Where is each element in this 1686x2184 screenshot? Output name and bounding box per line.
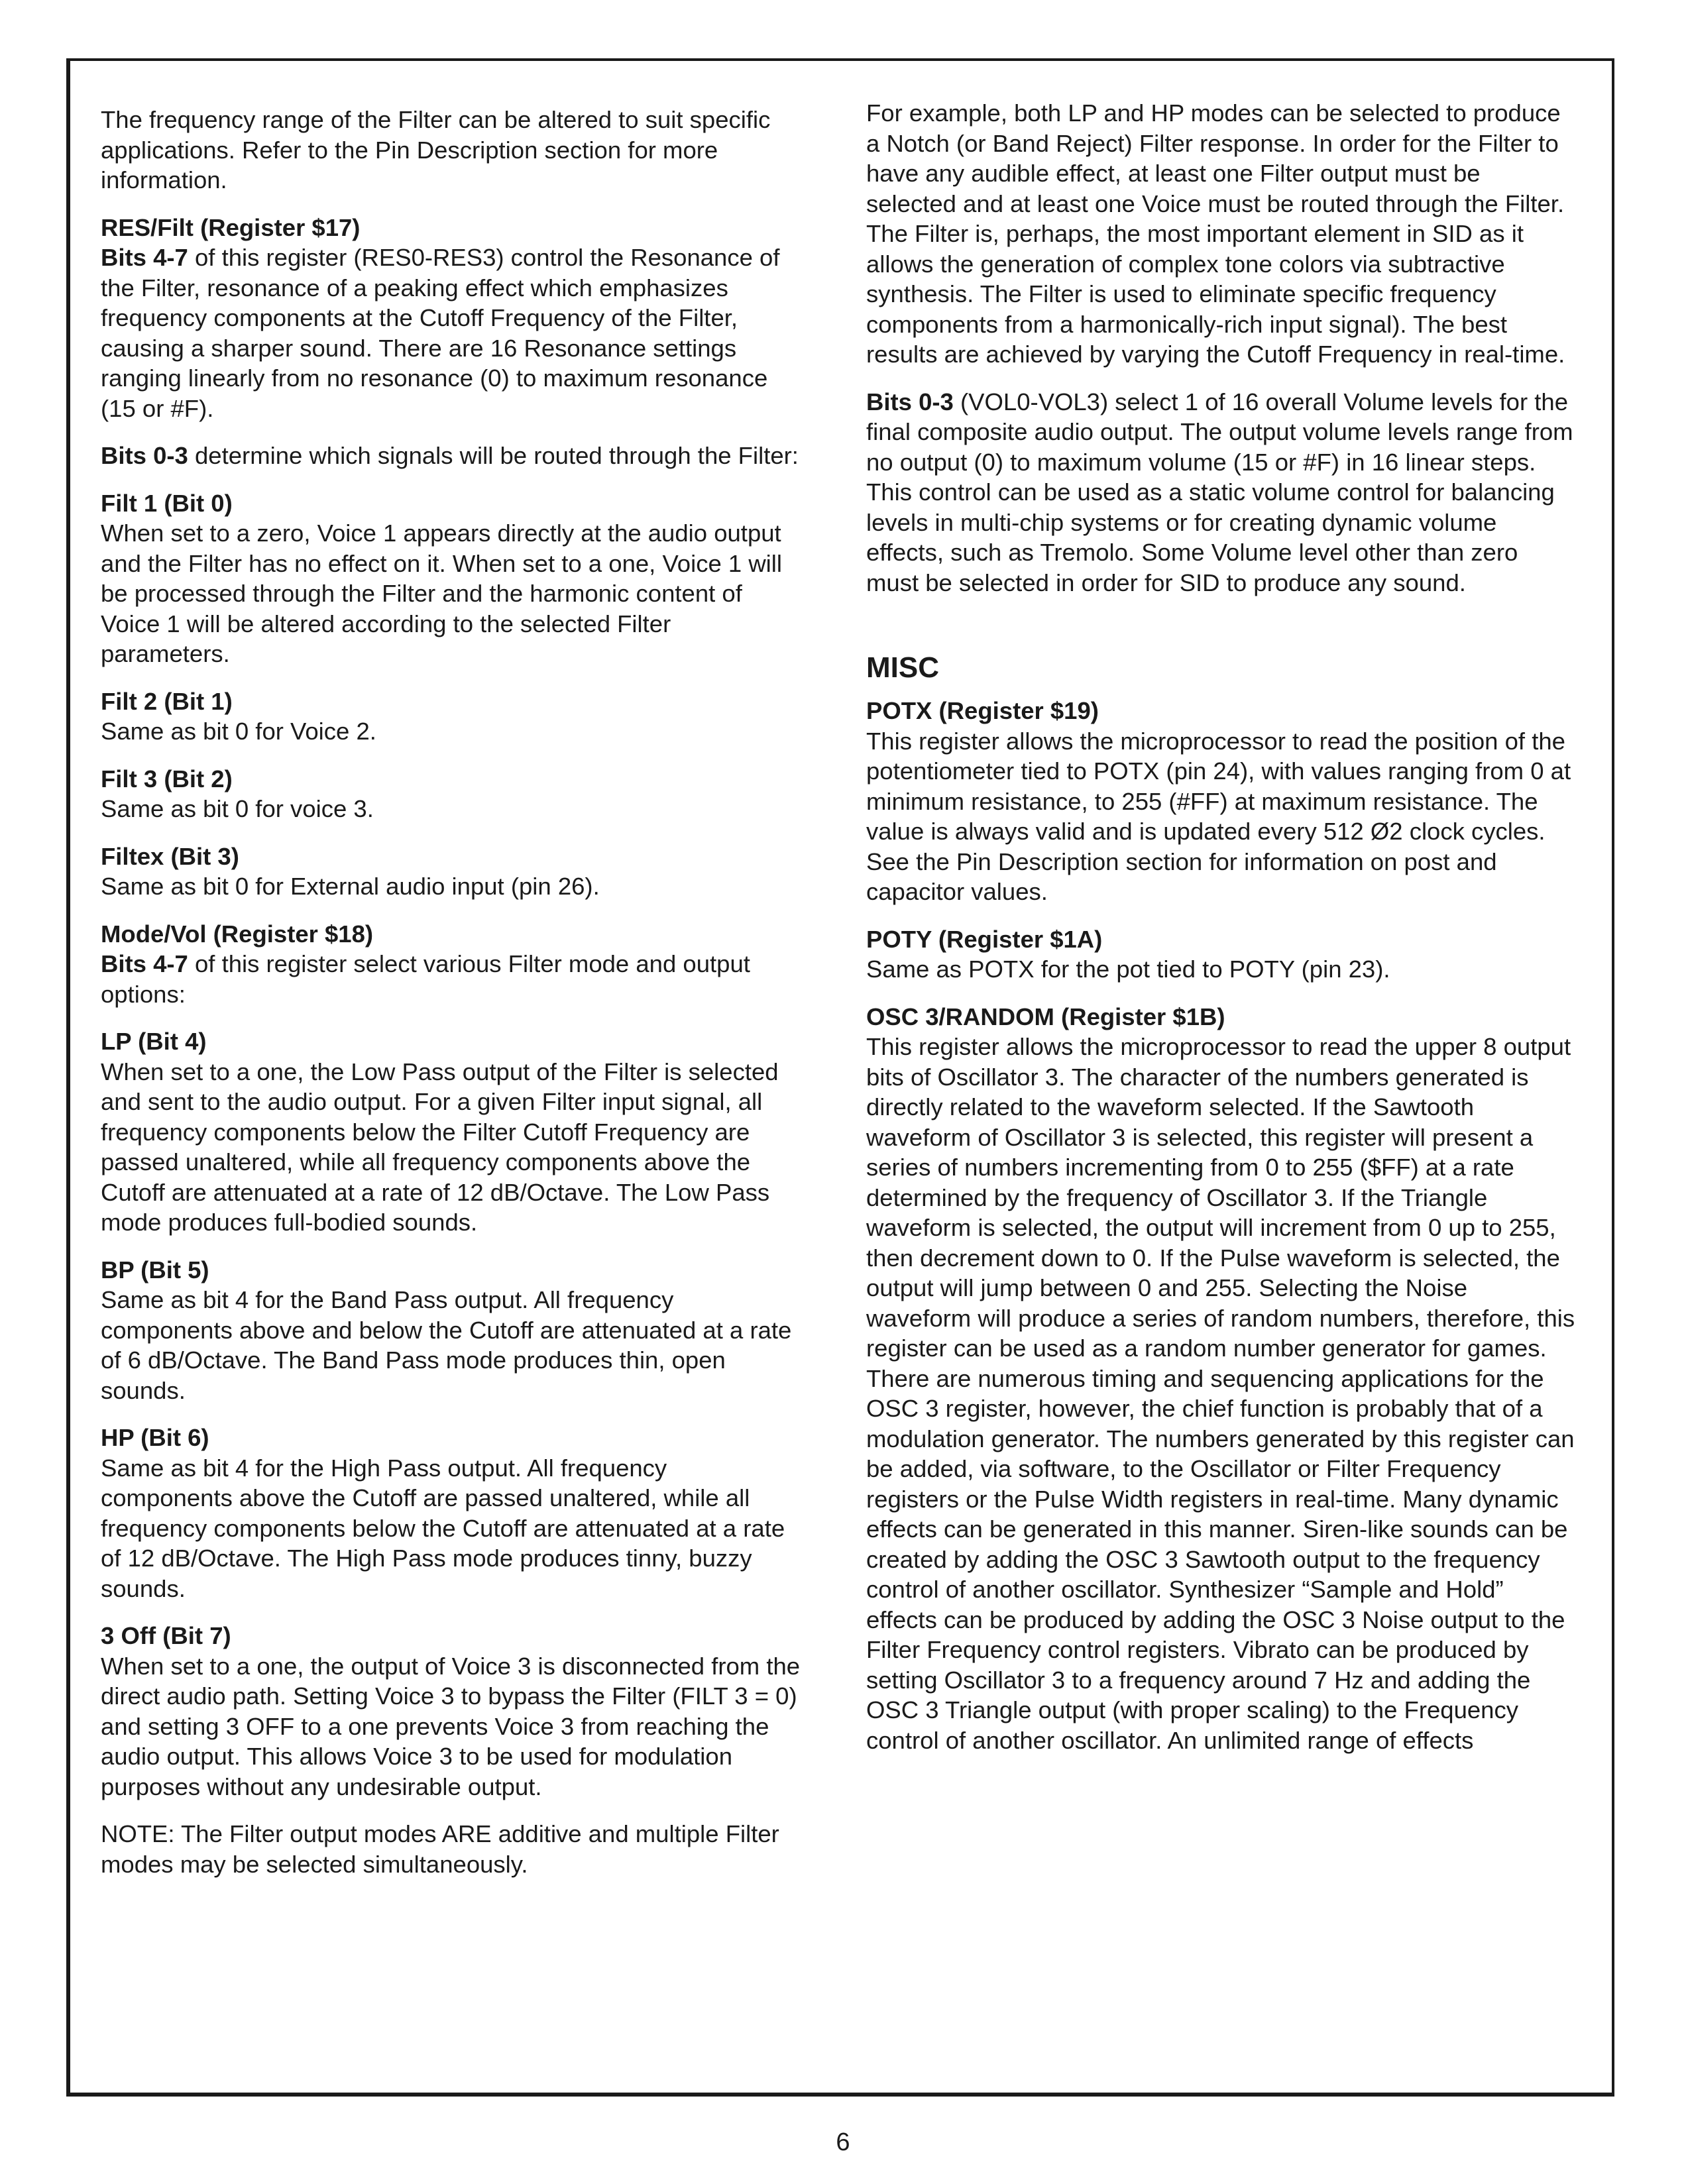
intro-paragraph: The frequency range of the Filter can be altered to suit specific applications. Refer to the Pin Description section for more information. [101, 106, 771, 193]
paragraph-text: determine which signals will be routed through the Filter: [188, 442, 799, 469]
bits-label: Bits 4-7 [101, 244, 188, 271]
bp-text: Same as bit 4 for the Band Pass output. All frequency components above and below the Cutoff are attenuated at a rate of 6 dB/Octave. The Band Pass mode produces thin, open sounds. [101, 1286, 792, 1404]
osc3-random-text: This register allows the microprocessor to read the upper 8 output bits of Oscillator 3. The character of the numbers generated is directly related to the waveform selected. If the Sawtooth waveform of Oscillator 3 is selected, this register will present a series of numbers incrementing from 0 to 255 ($FF) at a rate determined by the frequency of Oscillator 3. If the Triangle waveform is selected, the output will increment from 0 up to 255, then decrement down to 0. If the Pulse waveform is selected, the output will jump between 0 and 255. Selecting the Noise waveform will produce a series of random numbers, therefore, this register can be used as a random number generator for games. There are numerous timing and sequencing applications for the OSC 3 register, however, the chief function is probably that of a modulation generator. The numbers generated by this register can be added, via software, to the Oscillator or Filter Frequency registers or the Pulse Width registers in real-time. Many dynamic effects can be generated in this manner. Siren-like sounds can be created by adding the OSC 3 Sawtooth output to the frequency control of another oscillator. Synthesizer “Sample and Hold” effects can be produced by adding the OSC 3 Noise output to the Filter Frequency control registers. Vibrato can be produced by setting Oscillator 3 to a frequency around 7 Hz and adding the OSC 3 Triangle output (with proper scaling) to the Frequency control of another oscillator. An unlimited range of effects [866, 1033, 1575, 1754]
example-paragraph: For example, both LP and HP modes can be selected to produce a Notch (or Band Reject) Filter response. In order for the Filter to have any audible effect, at least one Filter output must be selected and at least one Voice must be routed through the Filter. The Filter is, perhaps, the most important element in SID as it allows the generation of complex tone colors via subtractive synthesis. The Filter is used to eliminate specific frequency components from a harmonically-rich input signal). The best results are achieved by varying the Cutoff Frequency in real-time. [866, 99, 1565, 368]
mode-vol-bits47-paragraph [101, 949, 803, 1009]
res-filt-bits03-paragraph [101, 441, 803, 471]
osc3-random-heading: OSC 3/RANDOM (Register $1B) [866, 1003, 1225, 1030]
poty-text: Same as POTX for the pot tied to POTY (pin 23). [866, 956, 1390, 983]
filt1-heading: Filt 1 (Bit 0) [101, 489, 233, 517]
potx-text: This register allows the microprocessor to read the position of the potentiometer tied to POTX (pin 24), with values ranging from 0 at minimum resistance, to 255 (#FF) at maximum resistance. The value is always valid and is updated every 512 Ø2 clock cycles. See the Pin Description section for information on post and capacitor values. [866, 727, 1571, 905]
poty-heading: POTY (Register $1A) [866, 925, 1103, 953]
res-filt-heading: RES/Filt (Register $17) [101, 213, 361, 241]
filt1-text: When set to a zero, Voice 1 appears directly at the audio output and the Filter has no effect on it. When set to a one, Voice 1 will be processed through the Filter and the harmonic content of Voice 1 will be altered according to the selected Filter parameters. [101, 519, 783, 667]
paragraph-text: of this register (RES0-RES3) control the Resonance of the Filter, resonance of a peaking effect which emphasizes frequency components at the Cutoff Frequency of the Filter, causing a sharper sound. There are 16 Resonance settings ranging linearly from no resonance (0) to maximum resonance (15 or #F). [101, 244, 780, 422]
note-paragraph: NOTE: The Filter output modes ARE additive and multiple Filter modes may be selected simultaneously. [101, 1820, 779, 1878]
bits-label: Bits 0-3 [866, 388, 954, 415]
filt2-heading: Filt 2 (Bit 1) [101, 687, 233, 715]
filt2-text: Same as bit 0 for Voice 2. [101, 718, 376, 745]
res-filt-bits47-paragraph [101, 243, 803, 423]
right-column [866, 98, 1575, 1773]
3off-heading: 3 Off (Bit 7) [101, 1622, 231, 1649]
filtex-text: Same as bit 0 for External audio input (pin 26). [101, 873, 600, 900]
left-column [101, 105, 803, 1896]
filt3-text: Same as bit 0 for voice 3. [101, 795, 374, 822]
volume-bits03-paragraph [866, 387, 1575, 598]
hp-text: Same as bit 4 for the High Pass output. All frequency components above the Cutoff are passed unaltered, while all frequency components below the Cutoff are attenuated at a rate of 12 dB/Octave. The High Pass mode produces tinny, buzzy sounds. [101, 1454, 785, 1602]
lp-heading: LP (Bit 4) [101, 1028, 207, 1055]
lp-text: When set to a one, the Low Pass output of the Filter is selected and sent to the audio output. For a given Filter input signal, all frequency components below the Filter Cutoff Frequency are passed unaltered, while all frequency components above the Cutoff are attenuated at a rate of 12 dB/Octave. The Low Pass mode produces full-bodied sounds. [101, 1058, 779, 1236]
paragraph-text: (VOL0-VOL3) select 1 of 16 overall Volume levels for the final composite audio output. The output volume levels range from no output (0) to maximum volume (15 or #F) in 16 linear steps. This control can be used as a static volume control for balancing levels in multi-chip systems or for creating dynamic volume effects, such as Tremolo. Some Volume level other than zero must be selected in order for SID to produce any sound. [866, 388, 1573, 596]
hp-heading: HP (Bit 6) [101, 1424, 209, 1451]
bits-label: Bits 4-7 [101, 950, 188, 977]
bits-label: Bits 0-3 [101, 442, 188, 469]
mode-vol-heading: Mode/Vol (Register $18) [101, 920, 374, 948]
3off-text: When set to a one, the output of Voice 3 is disconnected from the direct audio path. Setting Voice 3 to bypass the Filter (FILT 3 = 0) and setting 3 OFF to a one prevents Voice 3 from reaching the audio output. This allows Voice 3 to be used for modulation purposes without any undesirable output. [101, 1652, 801, 1800]
page-number: 6 [836, 2128, 850, 2156]
paragraph-text: of this register select various Filter mode and output options: [101, 950, 750, 1008]
misc-section-heading: MISC [866, 651, 939, 684]
filtex-heading: Filtex (Bit 3) [101, 842, 239, 870]
potx-heading: POTX (Register $19) [866, 697, 1099, 724]
filt3-heading: Filt 3 (Bit 2) [101, 765, 233, 792]
bp-heading: BP (Bit 5) [101, 1256, 209, 1283]
